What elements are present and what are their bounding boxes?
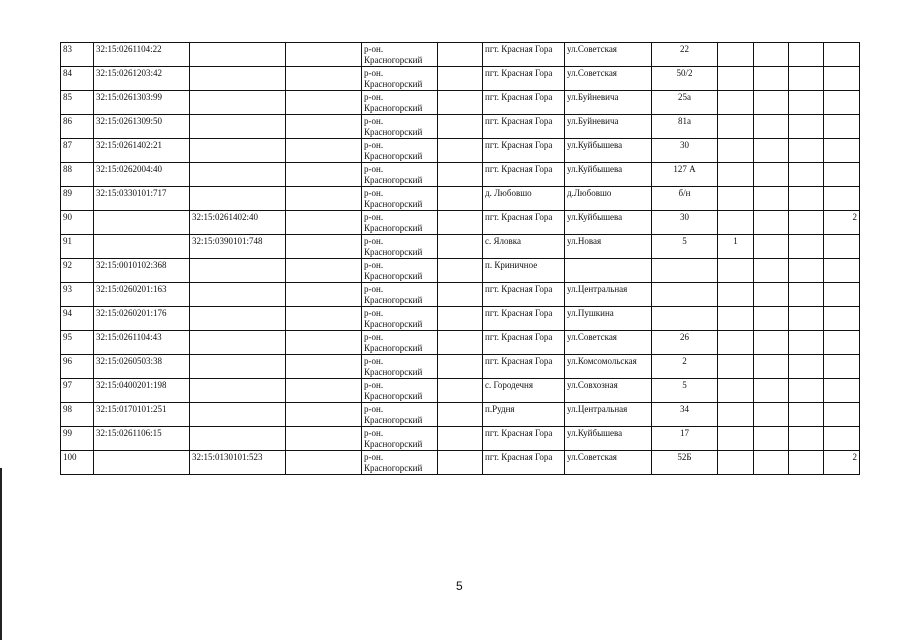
empty-cell [789, 307, 824, 331]
row-number-cell: 100 [61, 451, 94, 475]
house-number-cell: 17 [652, 427, 718, 451]
district-name: Красногорский [364, 391, 423, 401]
house-number-cell: 2 [652, 355, 718, 379]
house-number-cell: 5 [652, 379, 718, 403]
count-cell [718, 187, 754, 211]
count-cell [824, 187, 860, 211]
count-cell [718, 379, 754, 403]
count-cell [718, 139, 754, 163]
settlement-cell: пгт. Красная Гора [483, 307, 565, 331]
cadastral-number-secondary-cell [190, 163, 286, 187]
settlement-cell: пгт. Красная Гора [483, 331, 565, 355]
cadastral-number-secondary-cell [190, 67, 286, 91]
empty-cell [438, 139, 483, 163]
count-cell [718, 163, 754, 187]
empty-cell [286, 91, 362, 115]
empty-cell [789, 331, 824, 355]
cadastral-number-cell: 32:15:0261104:43 [94, 331, 190, 355]
cadastral-number-cell: 32:15:0261402:21 [94, 139, 190, 163]
settlement-cell: пгт. Красная Гора [483, 43, 565, 67]
table-row [61, 355, 860, 379]
empty-cell [754, 139, 789, 163]
empty-cell [286, 67, 362, 91]
empty-cell [754, 211, 789, 235]
house-number-cell [652, 259, 718, 283]
house-number-cell [652, 283, 718, 307]
cadastral-number-secondary-cell [190, 331, 286, 355]
cadastral-number-cell: 32:15:0010102:368 [94, 259, 190, 283]
empty-cell [438, 379, 483, 403]
empty-cell [754, 331, 789, 355]
settlement-cell: пгт. Красная Гора [483, 451, 565, 475]
empty-cell [286, 427, 362, 451]
settlement-cell: пгт. Красная Гора [483, 211, 565, 235]
count-cell [824, 379, 860, 403]
empty-cell [438, 235, 483, 259]
district-name: Красногорский [364, 127, 423, 137]
count-cell [718, 115, 754, 139]
row-number-cell: 94 [61, 307, 94, 331]
empty-cell [754, 163, 789, 187]
cadastral-number-secondary-cell [190, 427, 286, 451]
house-number-cell: 25а [652, 91, 718, 115]
house-number-cell: б/н [652, 187, 718, 211]
district-name: Красногорский [364, 199, 423, 209]
row-number-cell: 91 [61, 235, 94, 259]
street-cell: ул.Буйневича [565, 91, 652, 115]
empty-cell [286, 379, 362, 403]
empty-cell [789, 139, 824, 163]
count-cell [718, 67, 754, 91]
cadastral-number-cell: 32:15:0260201:176 [94, 307, 190, 331]
street-cell [565, 259, 652, 283]
row-number-cell: 99 [61, 427, 94, 451]
district-prefix: р-он. [364, 308, 384, 318]
empty-cell [789, 67, 824, 91]
street-cell: ул.Советская [565, 451, 652, 475]
count-cell [824, 355, 860, 379]
district-prefix: р-он. [364, 284, 384, 294]
cadastral-number-cell: 32:15:0262004:40 [94, 163, 190, 187]
row-number-cell: 97 [61, 379, 94, 403]
empty-cell [286, 115, 362, 139]
table-row [61, 91, 860, 115]
district-prefix: р-он. [364, 212, 384, 222]
house-number-cell: 81а [652, 115, 718, 139]
cadastral-number-cell: 32:15:0260503:38 [94, 355, 190, 379]
district-name: Красногорский [364, 103, 423, 113]
empty-cell [789, 235, 824, 259]
empty-cell [789, 163, 824, 187]
house-number-cell: 50/2 [652, 67, 718, 91]
empty-cell [754, 43, 789, 67]
settlement-cell: пгт. Красная Гора [483, 283, 565, 307]
count-cell [824, 403, 860, 427]
street-cell: ул.Советская [565, 331, 652, 355]
district-cell [362, 67, 438, 91]
cadastral-number-secondary-cell [190, 403, 286, 427]
row-number-cell: 86 [61, 115, 94, 139]
table-row [61, 427, 860, 451]
street-cell: ул.Совхозная [565, 379, 652, 403]
cadastral-number-secondary-cell [190, 139, 286, 163]
district-cell [362, 403, 438, 427]
empty-cell [789, 355, 824, 379]
count-cell [718, 403, 754, 427]
cadastral-number-secondary-cell: 32:15:0390101:748 [190, 235, 286, 259]
empty-cell [438, 259, 483, 283]
settlement-cell: с. Яловка [483, 235, 565, 259]
cadastral-number-cell: 32:15:0261104:22 [94, 43, 190, 67]
empty-cell [438, 163, 483, 187]
house-number-cell: 127 А [652, 163, 718, 187]
row-number-cell: 83 [61, 43, 94, 67]
cadastral-number-secondary-cell [190, 283, 286, 307]
district-cell [362, 307, 438, 331]
district-name: Красногорский [364, 223, 423, 233]
empty-cell [754, 283, 789, 307]
cadastral-number-cell: 32:15:0400201:198 [94, 379, 190, 403]
district-name: Красногорский [364, 439, 423, 449]
empty-cell [789, 91, 824, 115]
street-cell: д.Любовшо [565, 187, 652, 211]
district-prefix: р-он. [364, 188, 384, 198]
district-name: Красногорский [364, 463, 423, 473]
cadastral-number-secondary-cell [190, 307, 286, 331]
empty-cell [789, 43, 824, 67]
settlement-cell: п. Криничное [483, 259, 565, 283]
row-number-cell: 89 [61, 187, 94, 211]
count-cell: 2 [824, 451, 860, 475]
count-cell [718, 259, 754, 283]
count-cell [718, 451, 754, 475]
cadastral-number-secondary-cell: 32:15:0130101:523 [190, 451, 286, 475]
count-cell [824, 139, 860, 163]
district-name: Красногорский [364, 151, 423, 161]
settlement-cell: пгт. Красная Гора [483, 67, 565, 91]
cadastral-number-cell: 32:15:0330101:717 [94, 187, 190, 211]
district-name: Красногорский [364, 271, 423, 281]
house-number-cell: 52Б [652, 451, 718, 475]
house-number-cell: 30 [652, 139, 718, 163]
empty-cell [286, 307, 362, 331]
empty-cell [286, 283, 362, 307]
district-prefix: р-он. [364, 68, 384, 78]
district-prefix: р-он. [364, 404, 384, 414]
row-number-cell: 88 [61, 163, 94, 187]
district-cell [362, 139, 438, 163]
empty-cell [286, 235, 362, 259]
empty-cell [438, 115, 483, 139]
cadastral-number-cell: 32:15:0261303:99 [94, 91, 190, 115]
row-number-cell: 90 [61, 211, 94, 235]
count-cell [718, 283, 754, 307]
district-prefix: р-он. [364, 44, 384, 54]
cadastral-number-secondary-cell [190, 355, 286, 379]
district-name: Красногорский [364, 415, 423, 425]
district-name: Красногорский [364, 319, 423, 329]
cadastral-number-cell: 32:15:0170101:251 [94, 403, 190, 427]
district-name: Красногорский [364, 55, 423, 65]
district-cell [362, 283, 438, 307]
table-row [61, 283, 860, 307]
district-name: Красногорский [364, 175, 423, 185]
cadastral-number-secondary-cell [190, 115, 286, 139]
count-cell [718, 427, 754, 451]
district-prefix: р-он. [364, 164, 384, 174]
count-cell [718, 355, 754, 379]
district-cell [362, 43, 438, 67]
empty-cell [438, 331, 483, 355]
count-cell [824, 331, 860, 355]
count-cell [718, 43, 754, 67]
district-cell [362, 355, 438, 379]
cadastral-number-cell [94, 451, 190, 475]
empty-cell [754, 307, 789, 331]
table-row [61, 259, 860, 283]
house-number-cell: 26 [652, 331, 718, 355]
district-cell [362, 187, 438, 211]
house-number-cell: 34 [652, 403, 718, 427]
empty-cell [789, 403, 824, 427]
table-row [61, 451, 860, 475]
empty-cell [754, 355, 789, 379]
settlement-cell: п.Рудня [483, 403, 565, 427]
left-page-edge [0, 468, 2, 640]
street-cell: ул.Куйбышева [565, 211, 652, 235]
cadastral-number-secondary-cell: 32:15:0261402:40 [190, 211, 286, 235]
street-cell: ул.Комсомольская [565, 355, 652, 379]
district-prefix: р-он. [364, 356, 384, 366]
empty-cell [789, 259, 824, 283]
table-row [61, 331, 860, 355]
empty-cell [754, 259, 789, 283]
district-prefix: р-он. [364, 260, 384, 270]
empty-cell [438, 67, 483, 91]
settlement-cell: д. Любовшо [483, 187, 565, 211]
count-cell [824, 283, 860, 307]
cadastral-number-secondary-cell [190, 379, 286, 403]
empty-cell [754, 235, 789, 259]
street-cell: ул.Центральная [565, 283, 652, 307]
cadastral-number-cell [94, 211, 190, 235]
district-cell [362, 115, 438, 139]
street-cell: ул.Буйневича [565, 115, 652, 139]
empty-cell [789, 211, 824, 235]
count-cell [824, 235, 860, 259]
street-cell: ул.Куйбышева [565, 139, 652, 163]
empty-cell [789, 187, 824, 211]
empty-cell [438, 91, 483, 115]
settlement-cell: пгт. Красная Гора [483, 115, 565, 139]
settlement-cell: пгт. Красная Гора [483, 163, 565, 187]
empty-cell [438, 211, 483, 235]
district-prefix: р-он. [364, 380, 384, 390]
empty-cell [789, 283, 824, 307]
empty-cell [438, 307, 483, 331]
empty-cell [754, 403, 789, 427]
street-cell: ул.Пушкина [565, 307, 652, 331]
table-row [61, 163, 860, 187]
empty-cell [286, 331, 362, 355]
district-name: Красногорский [364, 367, 423, 377]
district-prefix: р-он. [364, 140, 384, 150]
district-cell [362, 331, 438, 355]
count-cell [824, 427, 860, 451]
house-number-cell [652, 307, 718, 331]
district-cell [362, 259, 438, 283]
settlement-cell: пгт. Красная Гора [483, 139, 565, 163]
page-number: 5 [456, 579, 463, 593]
street-cell: ул.Новая [565, 235, 652, 259]
district-cell [362, 91, 438, 115]
empty-cell [286, 139, 362, 163]
district-name: Красногорский [364, 343, 423, 353]
row-number-cell: 98 [61, 403, 94, 427]
count-cell [718, 211, 754, 235]
settlement-cell: пгт. Красная Гора [483, 427, 565, 451]
district-name: Красногорский [364, 79, 423, 89]
count-cell [824, 259, 860, 283]
row-number-cell: 93 [61, 283, 94, 307]
street-cell: ул.Центральная [565, 403, 652, 427]
count-cell [718, 307, 754, 331]
count-cell [824, 307, 860, 331]
count-cell [718, 331, 754, 355]
count-cell: 1 [718, 235, 754, 259]
table-row [61, 211, 860, 235]
empty-cell [754, 427, 789, 451]
row-number-cell: 87 [61, 139, 94, 163]
empty-cell [286, 163, 362, 187]
empty-cell [286, 43, 362, 67]
district-cell [362, 451, 438, 475]
empty-cell [754, 91, 789, 115]
table-row [61, 187, 860, 211]
house-number-cell: 22 [652, 43, 718, 67]
empty-cell [438, 427, 483, 451]
cadastral-number-secondary-cell [190, 259, 286, 283]
empty-cell [789, 451, 824, 475]
empty-cell [438, 403, 483, 427]
count-cell: 2 [824, 211, 860, 235]
settlement-cell: пгт. Красная Гора [483, 91, 565, 115]
empty-cell [438, 283, 483, 307]
row-number-cell: 84 [61, 67, 94, 91]
empty-cell [438, 355, 483, 379]
table-row [61, 403, 860, 427]
house-number-cell: 5 [652, 235, 718, 259]
district-cell [362, 427, 438, 451]
district-prefix: р-он. [364, 452, 384, 462]
table-row [61, 139, 860, 163]
table-row [61, 235, 860, 259]
empty-cell [789, 379, 824, 403]
cadastral-number-secondary-cell [190, 91, 286, 115]
street-cell: ул.Куйбышева [565, 427, 652, 451]
district-prefix: р-он. [364, 332, 384, 342]
empty-cell [754, 187, 789, 211]
settlement-cell: пгт. Красная Гора [483, 355, 565, 379]
street-cell: ул.Советская [565, 67, 652, 91]
empty-cell [438, 43, 483, 67]
district-name: Красногорский [364, 295, 423, 305]
cadastral-number-cell: 32:15:0261309:50 [94, 115, 190, 139]
row-number-cell: 96 [61, 355, 94, 379]
row-number-cell: 85 [61, 91, 94, 115]
empty-cell [754, 115, 789, 139]
empty-cell [286, 403, 362, 427]
cadastral-number-cell: 32:15:0261203:42 [94, 67, 190, 91]
cadastral-number-cell [94, 235, 190, 259]
empty-cell [754, 379, 789, 403]
empty-cell [789, 427, 824, 451]
cadastral-number-cell: 32:15:0260201:163 [94, 283, 190, 307]
count-cell [824, 91, 860, 115]
empty-cell [286, 259, 362, 283]
house-number-cell: 30 [652, 211, 718, 235]
settlement-cell: с. Городечня [483, 379, 565, 403]
table-row [61, 379, 860, 403]
table-row [61, 67, 860, 91]
table-row [61, 115, 860, 139]
empty-cell [789, 115, 824, 139]
street-cell: ул.Куйбышева [565, 163, 652, 187]
empty-cell [286, 211, 362, 235]
district-name: Красногорский [364, 247, 423, 257]
empty-cell [438, 451, 483, 475]
empty-cell [286, 187, 362, 211]
empty-cell [286, 451, 362, 475]
empty-cell [754, 451, 789, 475]
table-row [61, 43, 860, 67]
district-prefix: р-он. [364, 236, 384, 246]
count-cell [824, 115, 860, 139]
district-cell [362, 211, 438, 235]
empty-cell [754, 67, 789, 91]
property-registry-table [60, 42, 860, 475]
cadastral-number-secondary-cell [190, 187, 286, 211]
count-cell [824, 163, 860, 187]
district-cell [362, 379, 438, 403]
count-cell [824, 67, 860, 91]
cadastral-number-cell: 32:15:0261106:15 [94, 427, 190, 451]
district-prefix: р-он. [364, 428, 384, 438]
district-prefix: р-он. [364, 92, 384, 102]
count-cell [824, 43, 860, 67]
empty-cell [286, 355, 362, 379]
district-prefix: р-он. [364, 116, 384, 126]
row-number-cell: 95 [61, 331, 94, 355]
district-cell [362, 163, 438, 187]
street-cell: ул.Советская [565, 43, 652, 67]
district-cell [362, 235, 438, 259]
count-cell [718, 91, 754, 115]
empty-cell [438, 187, 483, 211]
cadastral-number-secondary-cell [190, 43, 286, 67]
table-row [61, 307, 860, 331]
row-number-cell: 92 [61, 259, 94, 283]
